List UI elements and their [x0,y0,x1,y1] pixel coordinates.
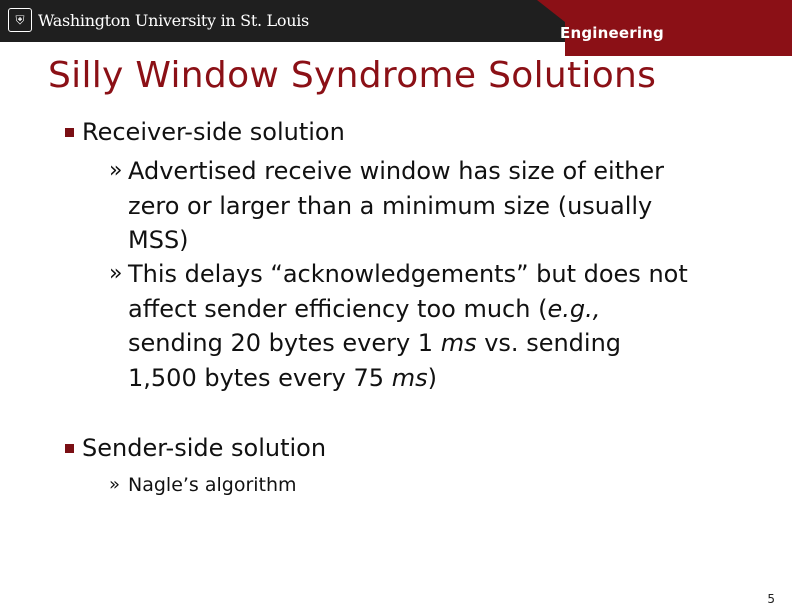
slide-title: Silly Window Syndrome Solutions [48,55,657,96]
sub-bullet-line [128,361,768,396]
sub-bullet-line [128,326,768,361]
italic-run: ms [391,363,428,392]
square-bullet-icon [65,128,74,137]
italic-run: e.g., [547,294,601,323]
sub-bullet-line: MSS) [128,226,189,254]
chevron-bullet-icon: » [109,158,123,183]
sub-bullet-line: zero or larger than a minimum size (usually [128,191,653,220]
university-logo[interactable] [8,8,309,32]
university-wordmark: Washington University in St. Louis [38,10,309,30]
university-seal-icon: ⛨ [8,8,32,32]
italic-run: ms [440,329,477,357]
square-bullet-icon [65,444,74,453]
text-run: vs. sending [476,329,622,357]
bullet-sender-side [82,434,326,462]
text-run: ) [427,363,437,392]
text-run: affect sender efficiency too much ( [128,294,548,323]
bullet-text: Sender-side solution [82,434,327,462]
page-number: 5 [767,592,775,606]
sub-bullet-line: Advertised receive window has size of either [128,157,664,185]
sub-bullet-nagle [109,473,297,497]
bullet-text: Receiver-side solution [82,118,345,146]
sub-bullet-advertised-window [109,154,768,258]
sub-bullet-text: Nagle’s algorithm [128,474,297,496]
text-run: 1,500 bytes every 75 [128,363,392,392]
text-run: sending 20 bytes every 1 [128,329,441,357]
sub-bullet-delays-ack [109,257,768,395]
department-label: Engineering [560,24,664,42]
sub-bullet-line: This delays “acknowledgements” but does not [128,260,688,288]
bullet-receiver-side [82,118,345,146]
chevron-bullet-icon: » [109,474,121,495]
chevron-bullet-icon: » [109,261,123,286]
sub-bullet-line [128,292,768,327]
